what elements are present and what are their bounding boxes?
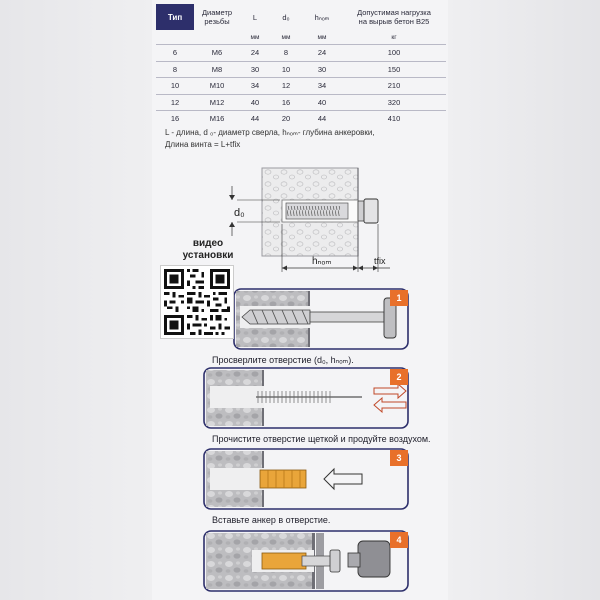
cell-thread: M16	[209, 114, 225, 124]
anchor-dimension-diagram	[229, 168, 390, 272]
cell-type: 16	[170, 114, 180, 124]
step-3-badge: 3	[396, 453, 402, 463]
label-hnom: hₙₒₘ	[312, 256, 332, 267]
cell-length: 24	[240, 45, 270, 62]
step-2-illustration	[204, 368, 408, 428]
cell-type: 6	[156, 45, 194, 62]
header-type: Тип	[156, 4, 194, 30]
cell-length: 30	[240, 61, 270, 78]
header-hnom: hₙₒₘ	[314, 12, 330, 22]
unit-load: кг	[342, 30, 446, 45]
cell-thread: M12	[194, 94, 240, 111]
cell-d0: 12	[270, 78, 302, 95]
cell-load: 100	[342, 45, 446, 62]
step-3-illustration	[204, 449, 408, 509]
step-3-caption: Вставьте анкер в отверстие.	[212, 515, 331, 525]
cell-type: 8	[156, 61, 194, 78]
cell-type: 10	[156, 78, 194, 95]
step-2-caption: Прочистите отверстие щеткой и продуйте воздухом.	[212, 434, 431, 444]
header-d0: d₀	[282, 12, 290, 22]
label-tfix: tfix	[374, 256, 386, 266]
qr-code[interactable]	[160, 265, 234, 339]
step-1-caption: Просверлите отверстие (d₀, hₙₒₘ).	[212, 355, 354, 365]
instruction-card	[152, 0, 448, 600]
cell-load: 320	[342, 94, 446, 111]
step-1-badge: 1	[396, 293, 402, 303]
cell-load: 150	[342, 61, 446, 78]
unit-length: мм	[240, 30, 270, 45]
cell-h-nom: 44	[317, 114, 327, 124]
cell-h-nom: 34	[302, 78, 342, 95]
step-1-illustration	[234, 289, 408, 349]
header-length: L	[252, 12, 258, 22]
step-2-badge: 2	[396, 372, 402, 382]
step-4-badge: 4	[396, 535, 402, 545]
cell-length: 44	[250, 114, 260, 124]
background-left	[0, 0, 152, 600]
unit-d0: мм	[270, 30, 302, 45]
label-d0: d₀	[234, 207, 245, 219]
cell-h-nom: 24	[302, 45, 342, 62]
cell-d0: 10	[270, 61, 302, 78]
cell-thread: M6	[194, 45, 240, 62]
header-thread: Диаметр резьбы	[201, 8, 233, 26]
cell-load: 410	[387, 114, 401, 124]
unit-hnom: мм	[302, 30, 342, 45]
video-label: видео установки	[182, 238, 234, 261]
cell-length: 34	[240, 78, 270, 95]
background-right	[448, 0, 600, 600]
cell-length: 40	[240, 94, 270, 111]
cell-h-nom: 30	[302, 61, 342, 78]
cell-load: 210	[342, 78, 446, 95]
cell-h-nom: 40	[302, 94, 342, 111]
step-4-illustration	[204, 531, 408, 591]
cell-d0: 20	[281, 114, 291, 124]
cell-d0: 16	[270, 94, 302, 111]
legend-line-2: Длина винта = L+tfix	[165, 140, 241, 149]
header-load: Допустимая нагрузка на вырыв бетон B25	[357, 8, 431, 26]
cell-thread: M8	[194, 61, 240, 78]
cell-thread: M10	[194, 78, 240, 95]
cell-type: 12	[156, 94, 194, 111]
legend-line-1: L - длина, d ₀- диаметр сверла, hₙₒₘ- глубина анкеровки,	[165, 128, 375, 137]
cell-d0: 8	[270, 45, 302, 62]
